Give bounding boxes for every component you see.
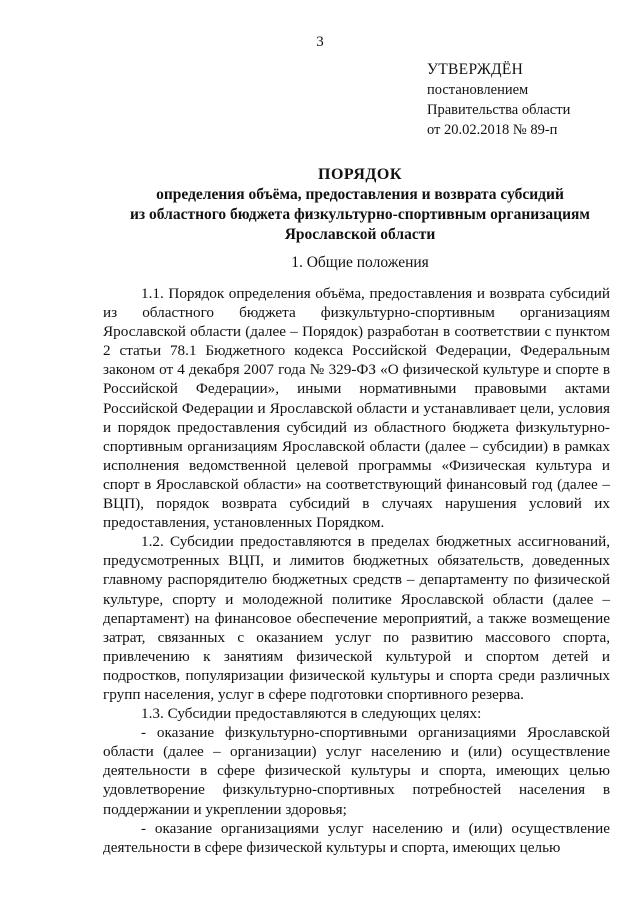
list-item-purpose-2: - оказание организациями услуг населению и (или) осуществление деятельности в сфере физической культуры и спорта, имеющих целью bbox=[103, 819, 610, 856]
paragraph-1-1: 1.1. Порядок определения объёма, предоставления и возврата субсидий из областного бюджета физкультурно-спортивным организациям Ярославской области (далее – Порядок) разработан в соответствии с пунктом 2 статьи 78.1 Бюджетного кодекса Российской Федерации, Федеральным законом от 4 декабря 2007 года № 329-ФЗ «О физической культуре и спорте в Российской Федерации», иными нормативными правовыми актами Российской Федерации и Ярославской области и устанавливает цели, условия и порядок предоставления субсидий из областного бюджета физкультурно-спортивным организациям Ярославской области (далее – субсидии) в рамках исполнения ведомственной целевой программы «Физическая культура и спорт в Ярославской области» на соответствующий финансовый год (далее – ВЦП), порядок возврата субсидий в случаях нарушения условий их предоставления, установленных Порядком. bbox=[103, 285, 610, 532]
approval-date-number: от 20.02.2018 № 89-п bbox=[427, 122, 558, 138]
list-item-purpose-1: - оказание физкультурно-спортивными организациями Ярославской области (далее – организации) услуг населению и (или) осуществление деятельности в сфере физической культуры и спорта, имеющих целью удовлетворение физкультурно-спортивных потребностей населения в поддержании и укреплении здоровья; bbox=[103, 724, 610, 818]
document-subtitle-line-2: из областного бюджета физкультурно-спортивным организациям bbox=[130, 206, 590, 223]
document-body bbox=[103, 284, 610, 857]
paragraph-1-3: 1.3. Субсидии предоставляются в следующих целях: bbox=[141, 705, 482, 723]
document-title: ПОРЯДОК bbox=[318, 166, 402, 183]
page-number: 3 bbox=[316, 34, 324, 50]
approval-authority: Правительства области bbox=[427, 102, 571, 118]
approval-stamp bbox=[427, 60, 570, 140]
approval-title: УТВЕРЖДЁН bbox=[427, 61, 524, 78]
document-subtitle-line-1: определения объёма, предоставления и возврата субсидий bbox=[156, 186, 564, 203]
document-subtitle-line-3: Ярославской области bbox=[284, 226, 436, 243]
document-title-block bbox=[100, 165, 620, 245]
approval-decree: постановлением bbox=[427, 82, 529, 98]
paragraph-1-2: 1.2. Субсидии предоставляются в пределах бюджетных ассигнований, предусмотренных ВЦП, и лимитов бюджетных обязательств, доведенных главному распорядителю бюджетных средств – департаменту по физической культуре, спорту и молодежной политике Ярославской области (далее – департамент) на финансовое обеспечение мероприятий, а также возмещение затрат, связанных с оказанием услуг по развитию массового спорта, привлечению к занятиям физической культурой и спортом детей и подростков, популяризации физической культуры и спорта среди различных групп населения, услуг в сфере подготовки спортивного резерва. bbox=[103, 533, 610, 703]
section-heading: 1. Общие положения bbox=[291, 254, 429, 271]
